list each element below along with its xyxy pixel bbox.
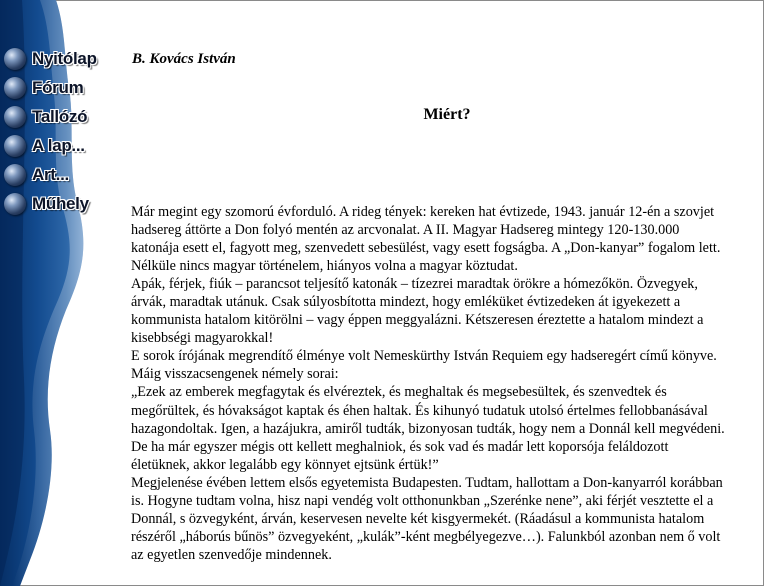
article-line: hazagondoltak. Igen, a hazájukra, amiről tudták, bizonyosan tudták, hogy nem a Donnál kell megvédeni. bbox=[131, 420, 725, 437]
article-line: Donnál, s özvegyként, árván, keservesen nevelte két kisgyermekét. (Ráadásul a kommunista hatalom bbox=[131, 510, 705, 527]
sphere-bullet-icon bbox=[4, 164, 26, 186]
sphere-bullet-icon bbox=[4, 48, 26, 70]
sphere-bullet-icon bbox=[4, 77, 26, 99]
article-line: kommunista hatalom kitörölni – vagy éppen meggyalázni. Kétszeresen éreztette a hatalom mindezt a bbox=[131, 312, 704, 329]
article-line: is. Hogyne tudtam volna, hisz napi vendég volt otthonunkban „Szerénke nene”, aki férjét vesztette el a bbox=[131, 492, 714, 509]
article-line: De ha már egyszer mégis ott kellett meghalniok, és sok vad és madár lett koporsója feláldozott bbox=[131, 438, 669, 455]
nav-item-label: A lap... bbox=[32, 135, 85, 155]
article-line: Nélküle nincs magyar történelem, hiányos volna a magyar köztudat. bbox=[131, 258, 518, 275]
sphere-bullet-icon bbox=[4, 106, 26, 128]
sphere-bullet-icon bbox=[4, 135, 26, 157]
article-line: részéről „háborús bűnös” özvegyeként, „kulák”-ként megbélyegezve…). Falunkból azonban nem ő volt bbox=[131, 528, 721, 545]
article-line: megőrültek, és hóvakságot kaptak és éhen haltak. És kihunyó tudatuk utolsó értelmes fellobbanásával bbox=[131, 402, 708, 419]
nav-item-muhely[interactable] bbox=[4, 189, 97, 218]
nav-item-nyitolap[interactable] bbox=[4, 44, 97, 73]
article-line: árvák, maradtak utánuk. Csak súlyosbította mindezt, hogy emléküket évtizedeken át igyekezett a bbox=[131, 294, 681, 311]
nav-item-label: Műhely bbox=[32, 193, 89, 213]
nav-item-forum[interactable] bbox=[4, 73, 97, 102]
nav-item-label: Art... bbox=[32, 164, 69, 184]
article-line: Máig visszacsengenek némely sorai: bbox=[131, 366, 339, 383]
nav-item-label: Fórum bbox=[32, 77, 84, 97]
article-line: Megjelenése évében lettem elsős egyetemista Budapesten. Tudtam, hallottam a Don-kanyarról korábban bbox=[131, 474, 723, 491]
article-line: életüknek, akkor legalább egy könnyet ejtsünk értük!” bbox=[131, 456, 439, 473]
main-navigation bbox=[4, 44, 97, 218]
article-body bbox=[131, 203, 762, 564]
article-line: katonája esett el, fagyott meg, szenvedett sebesülést, vagy esett fogságba. A „Don-kanyar” fogalom lett. bbox=[131, 240, 721, 257]
article-line: E sorok írójának megrendítő élménye volt Nemeskürthy István Requiem egy hadseregért című könyve. bbox=[131, 348, 717, 365]
nav-item-label: Tallózó bbox=[32, 106, 88, 126]
article-author: B. Kovács István bbox=[132, 51, 236, 67]
nav-item-label: Nyitólap bbox=[32, 48, 97, 68]
article-title: Miért? bbox=[423, 106, 471, 123]
article-line: Már megint egy szomorú évforduló. A rideg tények: kereken hat évtizede, 1943. január 12-én a szovjet bbox=[131, 204, 715, 220]
article-line: hadsereg áttörte a Don folyó mentén az arcvonalat. A II. Magyar Hadsereg mintegy 120-130.000 bbox=[131, 222, 680, 239]
article-line: „Ezek az emberek megfagytak és elvéreztek, és meghaltak és megsebesültek, és szenvedtek és bbox=[131, 384, 667, 401]
article-line: Apák, férjek, fiúk – parancsot teljesítő katonák – tízezrei maradtak örökre a hómezőkön. Özvegyek, bbox=[131, 276, 698, 293]
nav-item-a-lap[interactable] bbox=[4, 131, 97, 160]
article-line: az egyetlen szenvedője mindennek. bbox=[131, 546, 332, 563]
article-line: kisebbségi magyarokkal! bbox=[131, 330, 274, 347]
sphere-bullet-icon bbox=[4, 193, 26, 215]
nav-item-tallozo[interactable] bbox=[4, 102, 97, 131]
nav-item-art[interactable] bbox=[4, 160, 97, 189]
